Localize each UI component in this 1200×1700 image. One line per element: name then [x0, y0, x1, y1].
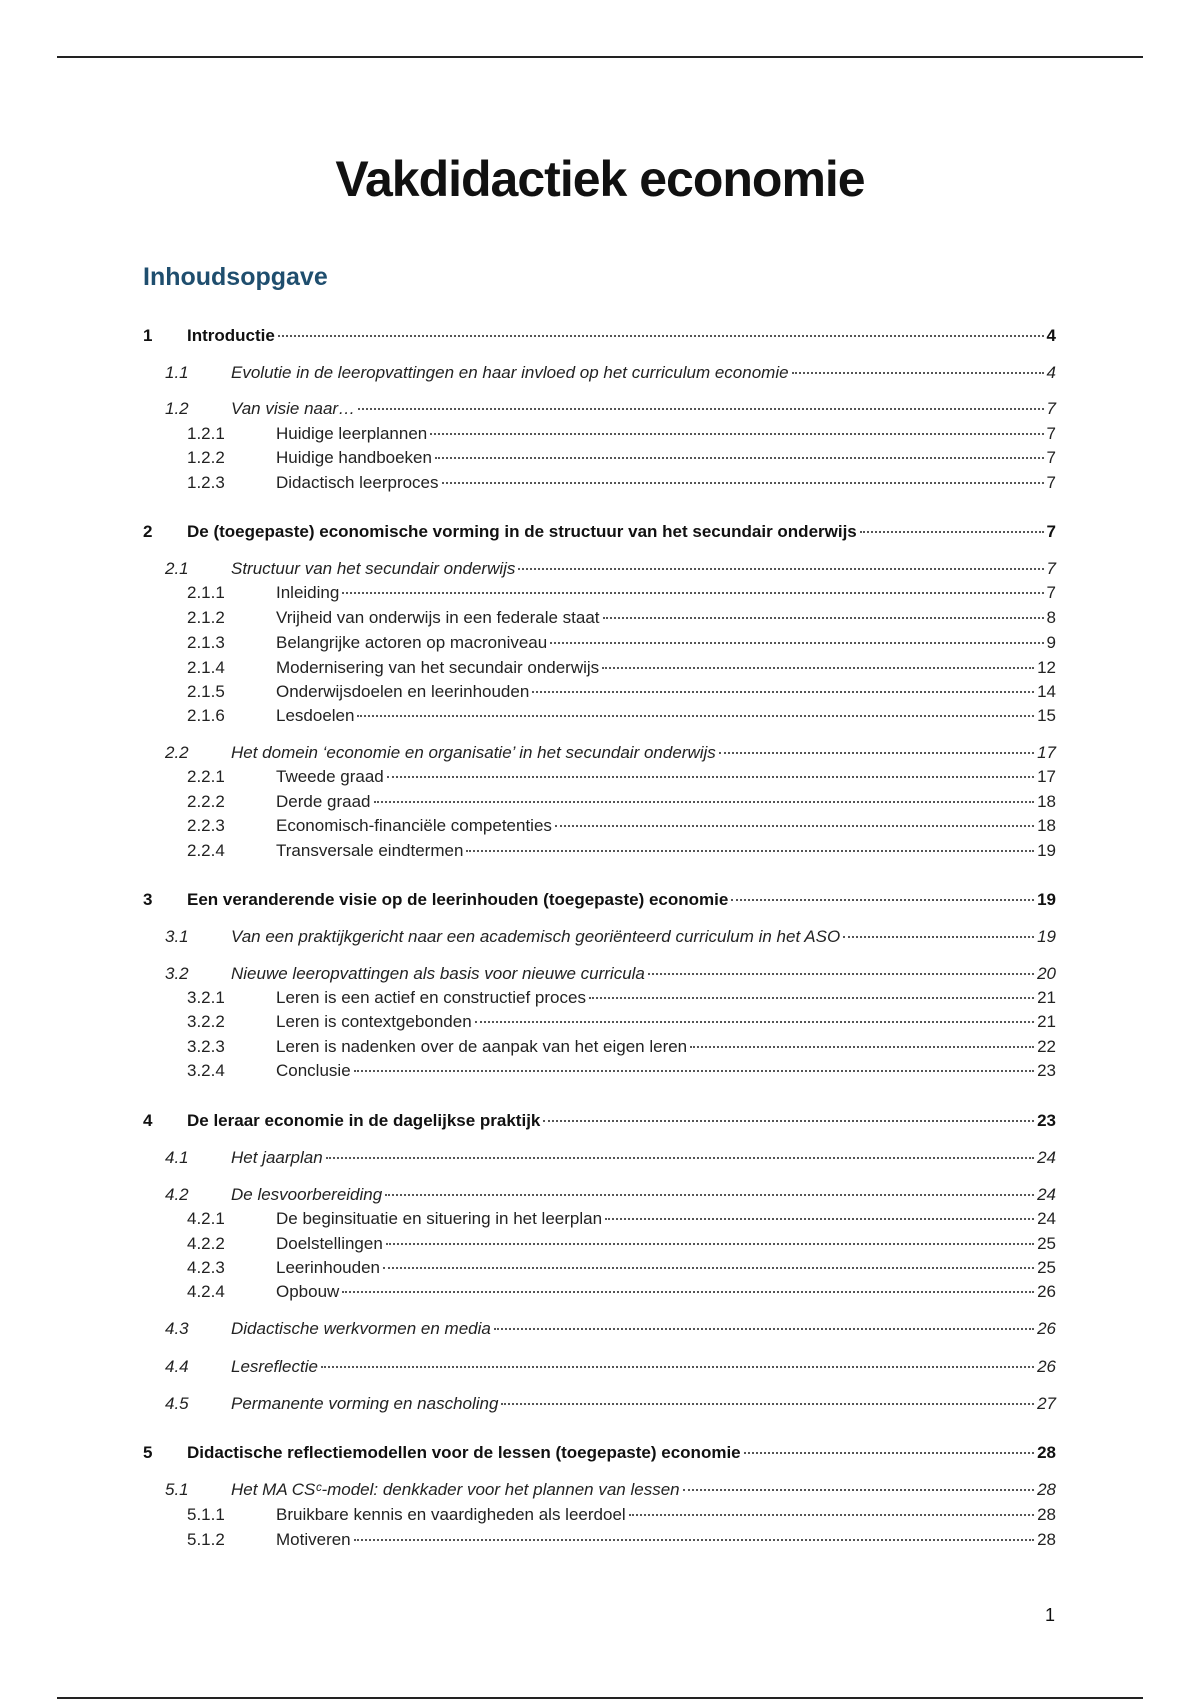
toc-dot-leader: [435, 456, 1044, 459]
toc-entry-page: 19: [1037, 927, 1056, 946]
toc-entry-page: 24: [1037, 1209, 1056, 1228]
toc-dot-leader: [719, 751, 1034, 754]
toc-entry-title[interactable]: Nieuwe leeropvattingen als basis voor nieuwe curricula: [231, 964, 645, 983]
toc-entry-number: 2.2.1: [187, 767, 225, 786]
toc-entry-title[interactable]: Evolutie in de leeropvattingen en haar invloed op het curriculum economie: [231, 363, 789, 382]
toc-dot-leader: [843, 935, 1034, 938]
toc-dot-leader: [690, 1045, 1034, 1048]
toc-entry[interactable]: [165, 963, 1056, 985]
toc-entry-title[interactable]: Lesdoelen: [276, 706, 355, 725]
toc-entry-number: 4.2.2: [187, 1234, 225, 1253]
toc-dot-leader: [731, 898, 1034, 901]
toc-dot-leader: [629, 1513, 1034, 1516]
toc-dot-leader: [354, 1538, 1034, 1541]
toc-entry-page: 21: [1037, 988, 1056, 1007]
toc-entry-title[interactable]: Opbouw: [276, 1282, 340, 1301]
toc-entry-number: 1.2.3: [187, 473, 225, 492]
toc-entry-title[interactable]: Didactisch leerproces: [276, 473, 439, 492]
toc-entry[interactable]: [143, 889, 1056, 911]
toc-entry-title[interactable]: Leerinhouden: [276, 1258, 380, 1277]
toc-entry-page: 7: [1046, 424, 1056, 443]
toc-entry-number: 2.2.3: [187, 816, 225, 835]
toc-dot-leader: [518, 567, 1043, 570]
document-title: Vakdidactiek economie: [335, 151, 865, 207]
toc-entry-number: 2.1.6: [187, 706, 225, 725]
toc-entry[interactable]: [187, 447, 1056, 469]
toc-dot-leader: [385, 1193, 1034, 1196]
toc-entry-title[interactable]: Didactische reflectiemodellen voor de lessen (toegepaste) economie: [187, 1443, 741, 1462]
toc-entry-number: 4.2: [165, 1185, 189, 1204]
toc-dot-leader: [278, 334, 1044, 337]
toc-entry-title[interactable]: Huidige handboeken: [276, 448, 432, 467]
toc-entry-title[interactable]: Het MA CSᶜ-model: denkkader voor het plannen van lessen: [231, 1480, 680, 1499]
toc-dot-leader: [792, 371, 1044, 374]
toc-entry-page: 7: [1046, 522, 1056, 541]
toc-entry-number: 2: [143, 522, 153, 541]
toc-entry[interactable]: [187, 657, 1056, 679]
toc-entry-page: 25: [1037, 1258, 1056, 1277]
toc-dot-leader: [342, 1290, 1034, 1293]
page-number: 1: [1044, 1605, 1055, 1625]
toc-dot-leader: [342, 591, 1043, 594]
toc-dot-leader: [860, 530, 1044, 533]
toc-entry[interactable]: [187, 607, 1056, 629]
toc-entry-title[interactable]: Conclusie: [276, 1061, 351, 1080]
toc-entry-page: 7: [1046, 559, 1056, 578]
toc-dot-leader: [326, 1156, 1034, 1159]
toc-entry[interactable]: [187, 1233, 1056, 1255]
footer-rule: [57, 1697, 1143, 1699]
toc-entry[interactable]: [165, 926, 1056, 948]
toc-entry[interactable]: [187, 582, 1056, 604]
toc-entry-page: 28: [1037, 1480, 1056, 1499]
toc-entry-number: 5.1.2: [187, 1530, 225, 1549]
toc-entry-number: 2.1.1: [187, 583, 225, 602]
toc-entry-title[interactable]: Bruikbare kennis en vaardigheden als leerdoel: [276, 1505, 626, 1524]
toc-entry-page: 25: [1037, 1234, 1056, 1253]
toc-entry-page: 19: [1037, 890, 1056, 909]
toc-dot-leader: [430, 432, 1043, 435]
toc-entry-number: 3.2.1: [187, 988, 225, 1007]
toc-entry[interactable]: [187, 1011, 1056, 1033]
toc-entry-page: 28: [1037, 1505, 1056, 1524]
toc-entry[interactable]: [187, 840, 1056, 862]
toc-entry-page: 26: [1037, 1357, 1056, 1376]
toc-entry-title[interactable]: Structuur van het secundair onderwijs: [231, 559, 516, 578]
toc-entry-title[interactable]: De lesvoorbereiding: [231, 1185, 383, 1204]
toc-entry[interactable]: [165, 398, 1056, 420]
toc-entry-number: 1: [143, 326, 153, 345]
toc-entry-title[interactable]: Doelstellingen: [276, 1234, 383, 1253]
toc-entry-page: 4: [1046, 363, 1056, 382]
toc-entry-page: 14: [1037, 682, 1056, 701]
toc-entry[interactable]: [187, 1529, 1056, 1551]
toc-entry-title[interactable]: Leren is contextgebonden: [276, 1012, 472, 1031]
toc-entry-page: 26: [1037, 1319, 1056, 1338]
toc-entry-number: 4.3: [165, 1319, 189, 1338]
toc-entry[interactable]: [143, 1110, 1056, 1132]
toc-dot-leader: [744, 1451, 1034, 1454]
toc-entry[interactable]: [165, 362, 1056, 384]
toc-entry[interactable]: [187, 987, 1056, 1009]
toc-entry-page: 7: [1046, 448, 1056, 467]
toc-entry-page: 20: [1037, 964, 1056, 983]
toc-entry[interactable]: [165, 1479, 1056, 1501]
toc-entry-title[interactable]: Introductie: [187, 326, 275, 345]
toc-entry[interactable]: [165, 1356, 1056, 1378]
toc-entry-title[interactable]: Onderwijsdoelen en leerinhouden: [276, 682, 530, 701]
toc-entry-title[interactable]: Didactische werkvormen en media: [231, 1319, 491, 1338]
toc-dot-leader: [603, 616, 1044, 619]
toc-entry-page: 18: [1037, 816, 1056, 835]
toc-entry-page: 4: [1046, 326, 1056, 345]
toc-dot-leader: [550, 641, 1043, 644]
toc-entry-page: 28: [1037, 1530, 1056, 1549]
toc-entry-title[interactable]: Derde graad: [276, 792, 371, 811]
toc-entry-page: 23: [1037, 1061, 1056, 1080]
toc-entry-title[interactable]: Tweede graad: [276, 767, 384, 786]
toc-entry-number: 4.2.3: [187, 1258, 225, 1277]
toc-entry[interactable]: [187, 1036, 1056, 1058]
toc-dot-leader: [602, 666, 1034, 669]
toc-dot-leader: [543, 1119, 1034, 1122]
toc-entry-title[interactable]: Vrijheid van onderwijs in een federale staat: [276, 608, 600, 627]
toc-entry-title[interactable]: Een veranderende visie op de leerinhouden (toegepaste) economie: [187, 890, 729, 909]
toc-entry-number: 2.1.2: [187, 608, 225, 627]
toc-dot-leader: [532, 690, 1034, 693]
toc-entry-title[interactable]: Van een praktijkgericht naar een academisch georiënteerd curriculum in het ASO: [231, 927, 841, 946]
toc-entry-page: 17: [1037, 767, 1056, 786]
toc-entry-page: 24: [1037, 1185, 1056, 1204]
toc-entry[interactable]: [187, 1060, 1056, 1082]
toc-entry-number: 2.2.4: [187, 841, 225, 860]
toc-entry-number: 3.2.3: [187, 1037, 225, 1056]
toc-dot-leader: [357, 714, 1034, 717]
toc-entry-page: 27: [1037, 1394, 1056, 1413]
toc-entry[interactable]: [187, 1208, 1056, 1230]
toc-dot-leader: [555, 824, 1034, 827]
toc-dot-leader: [605, 1217, 1034, 1220]
header-rule: [57, 56, 1143, 58]
toc-entry[interactable]: [143, 1442, 1056, 1464]
toc-dot-leader: [383, 1266, 1034, 1269]
toc-entry-number: 5: [143, 1443, 153, 1462]
toc-entry-number: 3: [143, 890, 153, 909]
toc-entry-title[interactable]: Lesreflectie: [231, 1357, 318, 1376]
toc-entry-page: 15: [1037, 706, 1056, 725]
toc-entry-title[interactable]: Economisch-financiële competenties: [276, 816, 552, 835]
toc-entry-number: 5.1.1: [187, 1505, 225, 1524]
toc-entry-title[interactable]: Leren is een actief en constructief proces: [276, 988, 586, 1007]
toc-dot-leader: [442, 481, 1044, 484]
toc-dot-leader: [501, 1402, 1034, 1405]
toc-entry-page: 22: [1037, 1037, 1056, 1056]
toc-entry[interactable]: [187, 791, 1056, 813]
toc-entry-title[interactable]: Huidige leerplannen: [276, 424, 428, 443]
toc-entry-page: 18: [1037, 792, 1056, 811]
toc-entry[interactable]: [143, 521, 1056, 543]
toc-entry[interactable]: [165, 1318, 1056, 1340]
toc-entry-page: 21: [1037, 1012, 1056, 1031]
toc-entry-page: 28: [1037, 1443, 1056, 1462]
toc-entry[interactable]: [143, 325, 1056, 347]
toc-entry-page: 8: [1046, 608, 1056, 627]
toc-dot-leader: [683, 1488, 1034, 1491]
toc-entry-page: 7: [1046, 399, 1056, 418]
toc-entry[interactable]: [187, 632, 1056, 654]
toc-entry-number: 2.1.4: [187, 658, 225, 677]
toc-entry-number: 2.2.2: [187, 792, 225, 811]
toc-dot-leader: [386, 1242, 1034, 1245]
toc-entry-number: 2.1: [165, 559, 189, 578]
toc-entry-number: 3.1: [165, 927, 189, 946]
toc-entry-number: 2.1.5: [187, 682, 225, 701]
toc-entry-number: 3.2.4: [187, 1061, 225, 1080]
toc-entry-number: 4.2.1: [187, 1209, 225, 1228]
toc-dot-leader: [374, 800, 1035, 803]
toc-entry-title[interactable]: Het jaarplan: [231, 1148, 323, 1167]
toc-entry-page: 17: [1037, 743, 1056, 762]
toc-entry[interactable]: [187, 423, 1056, 445]
toc-entry[interactable]: [187, 472, 1056, 494]
toc-entry-title[interactable]: Leren is nadenken over de aanpak van het eigen leren: [276, 1037, 688, 1056]
toc-heading: Inhoudsopgave: [143, 263, 328, 291]
toc-entry[interactable]: [187, 766, 1056, 788]
toc-entry-page: 24: [1037, 1148, 1056, 1167]
toc-entry-number: 3.2.2: [187, 1012, 225, 1031]
toc-dot-leader: [466, 849, 1034, 852]
toc-entry[interactable]: [187, 705, 1056, 727]
toc-entry-number: 4.2.4: [187, 1282, 225, 1301]
toc-entry-number: 4.1: [165, 1148, 189, 1167]
toc-entry-title[interactable]: De beginsituatie en situering in het leerplan: [276, 1209, 603, 1228]
toc-entry-page: 12: [1037, 658, 1056, 677]
toc-entry[interactable]: [187, 1504, 1056, 1526]
toc-entry-title[interactable]: Het domein ‘economie en organisatie’ in het secundair onderwijs: [231, 743, 716, 762]
toc-entry-number: 3.2: [165, 964, 189, 983]
toc-entry-title[interactable]: Permanente vorming en nascholing: [231, 1394, 499, 1413]
toc-entry-page: 7: [1046, 473, 1056, 492]
toc-entry[interactable]: [165, 1184, 1056, 1206]
toc-entry[interactable]: [187, 815, 1056, 837]
toc-entry-number: 4.5: [165, 1394, 189, 1413]
toc-entry[interactable]: [165, 558, 1056, 580]
toc-entry-number: 4.4: [165, 1357, 189, 1376]
toc-dot-leader: [321, 1365, 1034, 1368]
toc-dot-leader: [387, 775, 1034, 778]
toc-entry[interactable]: [165, 742, 1056, 764]
toc-entry-title[interactable]: Modernisering van het secundair onderwijs: [276, 658, 600, 677]
toc-entry[interactable]: [165, 1393, 1056, 1415]
toc-dot-leader: [648, 972, 1034, 975]
toc-entry-title[interactable]: De leraar economie in de dagelijkse praktijk: [187, 1111, 541, 1130]
toc-entry-title[interactable]: De (toegepaste) economische vorming in de structuur van het secundair onderwijs: [187, 522, 857, 541]
toc-entry[interactable]: [187, 681, 1056, 703]
toc-entry-title[interactable]: Belangrijke actoren op macroniveau: [276, 633, 548, 652]
toc-dot-leader: [475, 1020, 1034, 1023]
toc-entry-title[interactable]: Transversale eindtermen: [276, 841, 464, 860]
toc-entry-number: 2.2: [165, 743, 189, 762]
toc-entry-number: 1.1: [165, 363, 189, 382]
toc-dot-leader: [494, 1327, 1034, 1330]
toc-entry-page: 23: [1037, 1111, 1056, 1130]
toc-entry[interactable]: [165, 1147, 1056, 1169]
toc-entry[interactable]: [187, 1281, 1056, 1303]
toc-dot-leader: [358, 407, 1043, 410]
toc-entry-title[interactable]: Inleiding: [276, 583, 340, 602]
toc-entry-number: 2.1.3: [187, 633, 225, 652]
toc-entry-page: 19: [1037, 841, 1056, 860]
toc-entry[interactable]: [187, 1257, 1056, 1279]
toc-entry-number: 4: [143, 1111, 153, 1130]
toc-entry-number: 1.2.2: [187, 448, 225, 467]
toc-entry-number: 1.2.1: [187, 424, 225, 443]
toc-entry-page: 9: [1046, 633, 1056, 652]
toc-dot-leader: [589, 996, 1034, 999]
toc-entry-page: 7: [1046, 583, 1056, 602]
toc-dot-leader: [354, 1069, 1034, 1072]
toc-entry-title[interactable]: Van visie naar…: [231, 399, 356, 418]
toc-entry-number: 1.2: [165, 399, 189, 418]
toc-entry-number: 5.1: [165, 1480, 189, 1499]
toc-entry-title[interactable]: Motiveren: [276, 1530, 351, 1549]
toc-entry-page: 26: [1037, 1282, 1056, 1301]
